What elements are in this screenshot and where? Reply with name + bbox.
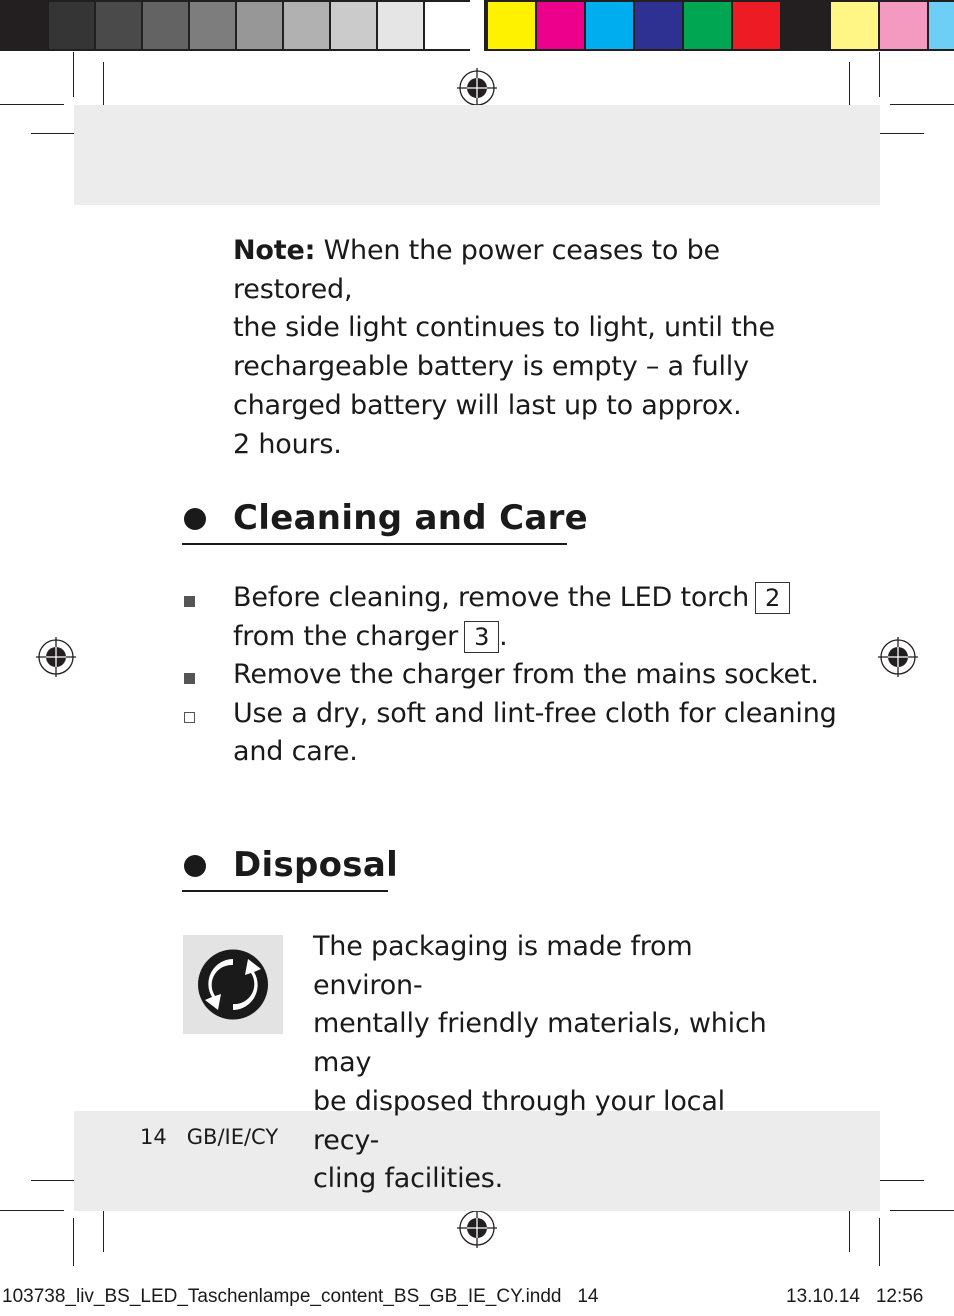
cleaning-item-3-line-2: and care. — [233, 736, 358, 767]
process-color-swatch — [831, 2, 878, 49]
page-number: 14 — [140, 1125, 167, 1149]
note-paragraph — [233, 232, 793, 464]
process-color-swatch — [880, 2, 927, 49]
cleaning-item-1-line-2: from the charger 3 . — [233, 621, 508, 652]
note-line-4: charged battery will last up to approx. — [233, 389, 742, 421]
cleaning-heading-underline — [182, 543, 567, 545]
note-line-3: rechargeable battery is empty – a fully — [233, 351, 749, 383]
slug-date: 13.10.14 — [786, 1286, 860, 1307]
cleaning-item-3-line-1: Use a dry, soft and lint-free cloth for cleaning — [233, 698, 837, 729]
registration-mark-top-icon — [457, 68, 497, 108]
process-color-swatch — [537, 2, 584, 49]
ref-number-charger: 3 — [464, 621, 499, 653]
process-color-swatch — [782, 2, 829, 49]
process-color-swatch — [586, 2, 633, 49]
heading-bullet-icon — [184, 508, 206, 530]
process-color-swatch — [488, 2, 535, 49]
cleaning-heading — [182, 498, 588, 548]
disposal-line-2: mentally friendly materials, which may — [313, 1008, 767, 1079]
gray-swatch — [143, 2, 188, 49]
disposal-line-1: The packaging is made from environ- — [313, 931, 693, 1001]
cleaning-item-1-line-1: Before cleaning, remove the LED torch 2 — [233, 582, 790, 614]
cleaning-heading-text: Cleaning and Care — [233, 498, 588, 538]
slug-page: 14 — [577, 1286, 599, 1307]
ref-number-torch: 2 — [755, 582, 790, 614]
disposal-heading-underline — [182, 890, 388, 892]
gray-swatch — [49, 2, 94, 49]
list-bullet-hollow-icon — [184, 712, 195, 723]
gray-swatch — [284, 2, 329, 49]
page-footer — [140, 1125, 278, 1149]
cleaning-item-2: Remove the charger from the mains socket. — [233, 659, 819, 690]
process-color-swatch — [635, 2, 682, 49]
process-color-swatch — [929, 2, 954, 49]
region-code: GB/IE/CY — [186, 1125, 279, 1149]
note-line-5: 2 hours. — [233, 428, 342, 460]
list-bullet-icon — [184, 673, 195, 684]
gray-swatch — [96, 2, 141, 49]
gray-swatch — [2, 2, 24, 49]
recycling-icon-box — [183, 935, 283, 1034]
process-color-swatch — [684, 2, 731, 49]
disposal-line-3: be disposed through your local recy- — [313, 1085, 725, 1156]
slug-timestamp — [786, 1286, 923, 1308]
list-bullet-icon — [184, 596, 195, 607]
gray-swatch — [378, 2, 423, 49]
note-line-2: the side light continues to light, until the — [233, 312, 775, 344]
green-dot-recycling-icon — [183, 935, 283, 1034]
disposal-heading-text: Disposal — [233, 845, 399, 885]
slug-time: 12:56 — [875, 1286, 924, 1307]
gray-swatch — [425, 2, 470, 49]
registration-mark-left-icon — [36, 637, 76, 677]
disposal-paragraph — [313, 928, 793, 1199]
gray-swatch — [331, 2, 376, 49]
disposal-line-4: cling facilities. — [313, 1163, 504, 1195]
heading-bullet-icon — [184, 855, 206, 877]
slug-filename: 103738_liv_BS_LED_Taschenlampe_content_BS_GB_IE_CY.indd 14 — [2, 1286, 599, 1307]
registration-mark-right-icon — [878, 637, 918, 677]
process-color-swatch — [733, 2, 780, 49]
note-line-1: When the power ceases to be restored, — [233, 235, 720, 305]
header-band — [74, 105, 880, 205]
gray-swatch — [190, 2, 235, 49]
registration-mark-bottom-icon — [457, 1208, 497, 1248]
note-label: Note: — [233, 235, 316, 266]
disposal-heading — [182, 845, 399, 895]
gray-swatch — [237, 2, 282, 49]
